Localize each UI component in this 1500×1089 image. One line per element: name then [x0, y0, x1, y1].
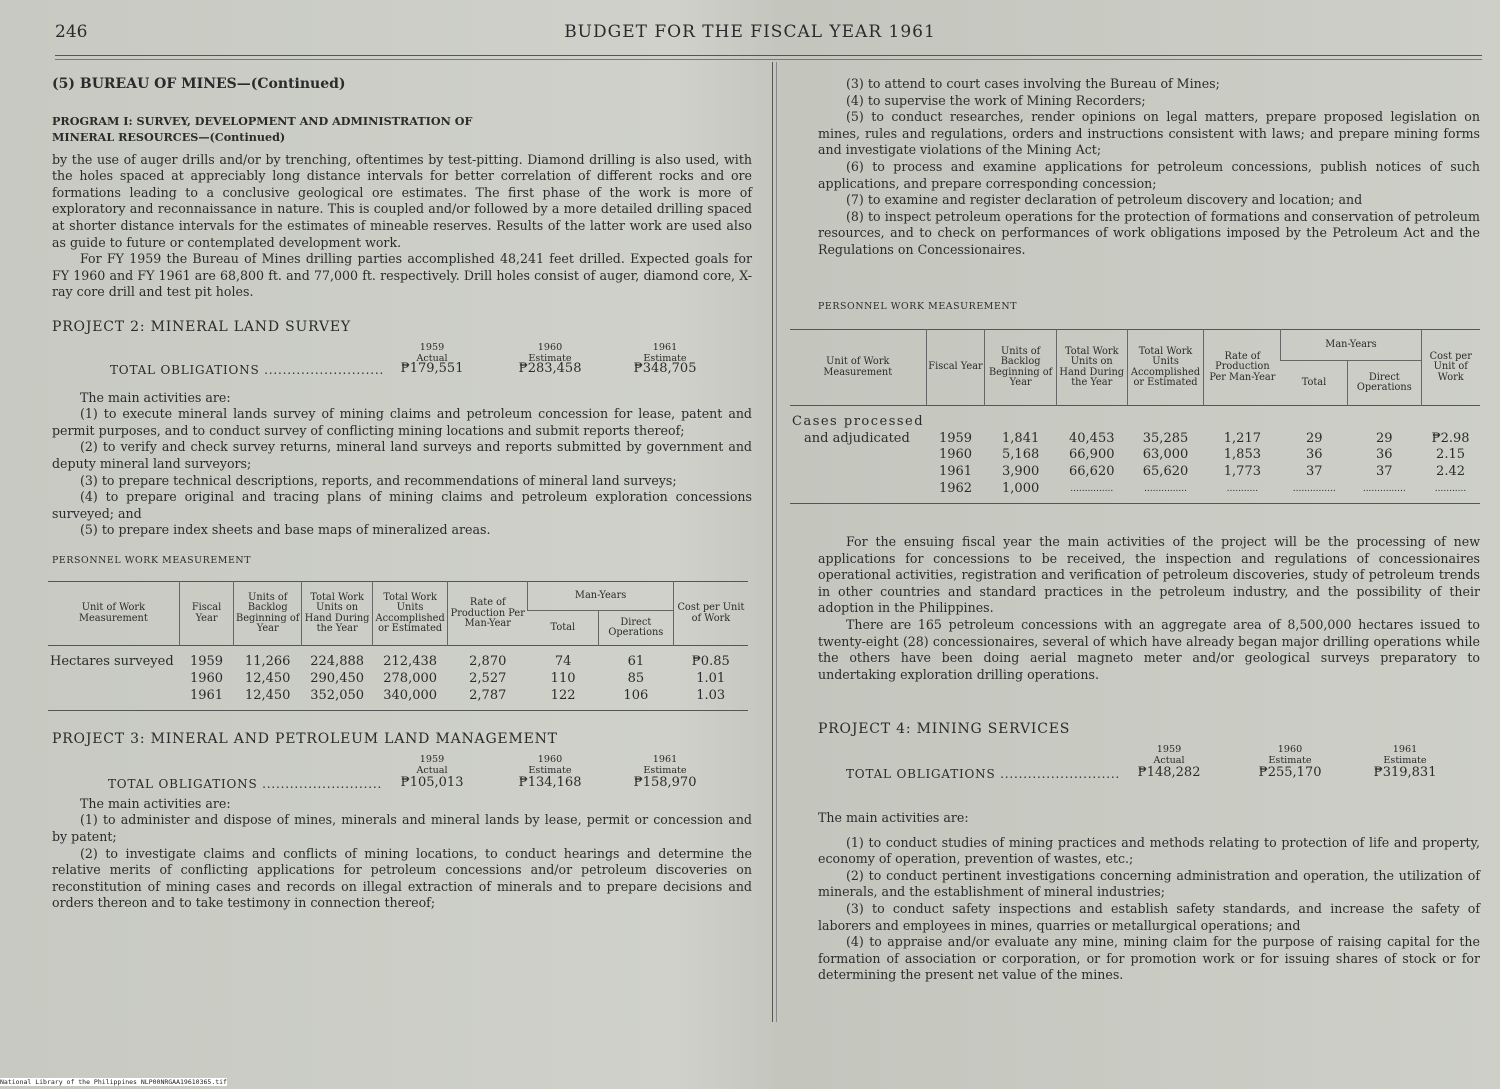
table-title: PERSONNEL WORK MEASUREMENT	[818, 300, 1018, 312]
activities-intro: The main activities are:	[80, 389, 231, 405]
year-head: 1961 Estimate	[643, 341, 687, 364]
year-head: 1960 Estimate	[528, 341, 572, 364]
col-direct: Direct Operations	[1348, 361, 1422, 406]
col-total: Total	[1301, 376, 1327, 388]
activity-item: (2) to verify and check survey returns, mineral land surveys and reports submitted by government and deputy mineral land surveyors;	[52, 439, 752, 471]
activity-item: (7) to examine and register declaration of petroleum discovery and location; and	[846, 192, 1363, 208]
col-unit: Unit of Work Measurement	[823, 356, 893, 378]
col-hand: Total Work Units on Hand During the Year	[302, 582, 373, 646]
col-rate: Rate of Production Per Man-Year	[1204, 330, 1281, 406]
obligation-value: ₱105,013	[400, 774, 464, 790]
obligation-value: ₱134,168	[518, 774, 582, 790]
activities-intro: The main activities are:	[818, 810, 969, 826]
work-measurement-table-2	[790, 329, 1480, 504]
col-direct: Direct Operations	[598, 611, 673, 646]
col-manyears: Man-Years	[1281, 330, 1421, 361]
header-rule	[55, 55, 1482, 56]
running-title: BUDGET FOR THE FISCAL YEAR 1961	[564, 22, 936, 42]
activity-item: (4) to appraise and/or evaluate any mine, mining claim for the purpose of raising capital for the formation of association or corporation, or for promotion work or for issuing shares of stock or for determining the present net value of the mines.	[818, 934, 1480, 983]
obligation-value: ₱158,970	[633, 774, 697, 790]
activity-item: (4) to supervise the work of Mining Recorders;	[846, 92, 1146, 108]
col-total: Total	[550, 622, 576, 634]
obligation-value: ₱319,831	[1373, 765, 1437, 781]
project3-obligations	[52, 748, 752, 792]
year-head: 1959 Actual	[1153, 744, 1185, 767]
table-title: PERSONNEL WORK MEASUREMENT	[52, 554, 252, 566]
project2-obligations	[52, 336, 752, 380]
year-head: 1960 Estimate	[1268, 744, 1312, 767]
activity-item: (3) to attend to court cases involving the Bureau of Mines;	[846, 76, 1220, 91]
table-row: 1960 12,450 290,450 278,000 2,527 110 85 1.01	[189, 671, 726, 687]
col-backlog: Units of Backlog Beginning of Year	[985, 330, 1056, 406]
activities-intro: The main activities are:	[80, 795, 231, 811]
activity-item: (6) to process and examine applications for petroleum concessions, publish notices of such applications, and prepare corresponding concession;	[818, 158, 1480, 191]
year-head: 1959 Actual	[416, 341, 448, 364]
activity-item: (2) to conduct pertinent investigations concerning administration and operation, the utilization of minerals, and the establishment of mineral industries;	[818, 867, 1480, 900]
year-head: 1961 Estimate	[643, 753, 687, 776]
left-column	[52, 76, 752, 912]
header-rule-thin	[55, 59, 1482, 60]
col-cost: Cost per Unit of Work	[673, 582, 748, 646]
program-title-line1: PROGRAM I: SURVEY, DEVELOPMENT AND ADMINISTRATION OF	[52, 113, 473, 128]
obligation-value: ₱148,282	[1137, 765, 1201, 781]
section-title: (5) BUREAU OF MINES—(Continued)	[52, 76, 346, 92]
paragraph-concessions: There are 165 petroleum concessions with an aggregate area of 8,500,000 hectares issued to twenty-eight (28) concessionaires, several of which have already began major drilling operations while the others have been doing aerial magneto meter and/or geological surveys preparatory to undertaking exploration drilling operations.	[818, 617, 1480, 682]
page-number: 246	[55, 22, 88, 42]
program-title-line2: MINERAL RESOURCES—(Continued)	[52, 129, 286, 144]
project4-title: PROJECT 4: MINING SERVICES	[818, 721, 1071, 738]
activity-item: (3) to conduct safety inspections and establish safety standards, and increase the safety of laborers and employees in mines, quarries or metallurgical operations; and	[818, 901, 1480, 933]
project3-title: PROJECT 3: MINERAL AND PETROLEUM LAND MANAGEMENT	[52, 731, 558, 748]
table-row: 1960 5,168 66,900 63,000 1,853 36 36 2.15	[938, 447, 1465, 463]
column-divider	[772, 62, 773, 1022]
activity-item: (2) to investigate claims and conflicts of mining locations, to conduct hearings and determine the relative merits of conflicting applications for petroleum concessions and/or petroleum discoveries on reconstitution of mining cases and records on illegal extraction of minerals and to prepare decisions and orders thereon and to take testimony in connection thereof;	[52, 845, 752, 911]
year-head: 1959 Actual	[416, 753, 448, 776]
paragraph-ensuing-year: For the ensuing fiscal year the main activities of the project will be the processing of new applications for concessions to be received, the inspection and regulations of concessionaires operational activities, registration and verification of petroleum discoveries, study of petroleum trends in other countries and standard practices in the petroleum industry, and the possibility of their adoption in the Philippines.	[818, 534, 1480, 616]
table-row: 1961 3,900 66,620 65,620 1,773 37 37 2.42	[938, 463, 1465, 479]
col-year: Fiscal Year	[179, 582, 234, 646]
right-column	[792, 76, 1480, 984]
activity-item: (1) to administer and dispose of mines, minerals and mineral lands by lease, permit or concession and by patent;	[52, 812, 752, 845]
col-hand: Total Work Units on Hand During the Year	[1056, 330, 1127, 406]
year-head: 1961 Estimate	[1383, 744, 1427, 767]
activity-item: (3) to prepare technical descriptions, reports, and recommendations of mineral land surveys;	[80, 472, 677, 488]
paragraph-drilling: by the use of auger drills and/or by trenching, oftentimes by test-pitting. Diamond drilling is also used, with the holes spaced at appreciably long distance intervals for better correlation of different rocks and ore formations leading to a conclusive geological ore estimates. The first phase of the work is more of exploratory and reconnaissance in nature. This is coupled and/or followed by a more detailed drilling spaced at shorter distance intervals for the estimates of mineable reserves. Results of the latter work are used also as guide to future or contemplated development work.	[52, 151, 752, 250]
work-measurement-table-1	[48, 581, 748, 711]
activity-item: (5) to conduct researches, render opinions on legal matters, prepare proposed legislation on mines, rules and regulations, orders and instructions consistent with laws; and prepare mining forms and investigate violations of the Mining Act;	[818, 109, 1480, 158]
year-head: 1960 Estimate	[528, 753, 572, 776]
activity-item: (5) to prepare index sheets and base maps of mineralized areas.	[80, 522, 491, 538]
paragraph-fy1959: For FY 1959 the Bureau of Mines drilling parties accomplished 48,241 feet drilled. Expected goals for FY 1960 and FY 1961 are 68,800 ft. and 77,000 ft. respectively. Drill holes consist of auger, diamond core, X-ray core drill and test pit holes.	[52, 251, 752, 300]
activity-item: (1) to conduct studies of mining practices and methods relating to protection of life and property, economy of operation, prevention of wastes, etc.;	[818, 834, 1480, 867]
obligation-value: ₱348,705	[633, 360, 697, 376]
col-accomplished: Total Work Units Accomplished or Estimated	[373, 582, 448, 646]
col-accomplished: Total Work Units Accomplished or Estimated	[1127, 330, 1204, 406]
obligation-value: ₱255,170	[1258, 765, 1322, 781]
col-unit: Unit of Work Measurement	[78, 602, 148, 624]
scan-footer: National Library of the Philippines NLP00NRGAA19610365.tif	[0, 1078, 227, 1086]
col-rate: Rate of Production Per Man-Year	[448, 582, 528, 646]
col-year: Fiscal Year	[926, 330, 985, 406]
table-row: Hectares surveyed 1959 11,266 224,888 212,438 2,870 74 61 ₱0.85	[50, 654, 730, 670]
project2-title: PROJECT 2: MINERAL LAND SURVEY	[52, 318, 351, 335]
table-row: Cases processed	[792, 414, 925, 430]
col-backlog: Units of Backlog Beginning of Year	[234, 582, 302, 646]
col-manyears: Man-Years	[528, 582, 674, 611]
table-row: and adjudicated 1959 1,841 40,453 35,285 1,217 29 29 ₱2.98	[804, 430, 1470, 446]
obligation-value: ₱179,551	[400, 360, 464, 376]
activity-item: (4) to prepare original and tracing plans of mining claims and petroleum exploration concessions surveyed; and	[52, 489, 752, 521]
column-divider-thin	[776, 62, 777, 1022]
project4-obligations	[818, 738, 1480, 782]
table-row: 1962 1,000 ............... ............... ........... ............... ............... ...........	[938, 480, 1467, 496]
total-obligations-label: TOTAL OBLIGATIONS ..........................	[110, 362, 385, 377]
total-obligations-label: TOTAL OBLIGATIONS ..........................	[846, 767, 1121, 782]
activity-item: (1) to execute mineral lands survey of mining claims and petroleum concession for lease, patent and permit purposes, and to conduct survey of conflicting mining locations and submit reports thereof;	[52, 406, 752, 438]
activity-item: (8) to inspect petroleum operations for the protection of formations and conservation of petroleum resources, and to check on performances of work obligations imposed by the Petroleum Act and the Regulations on Concessionaires.	[818, 208, 1480, 257]
table-row: 1961 12,450 352,050 340,000 2,787 122 106 1.03	[189, 687, 726, 703]
obligation-value: ₱283,458	[518, 360, 582, 376]
total-obligations-label: TOTAL OBLIGATIONS ..........................	[108, 776, 383, 791]
col-cost: Cost per Unit of Work	[1421, 330, 1480, 406]
